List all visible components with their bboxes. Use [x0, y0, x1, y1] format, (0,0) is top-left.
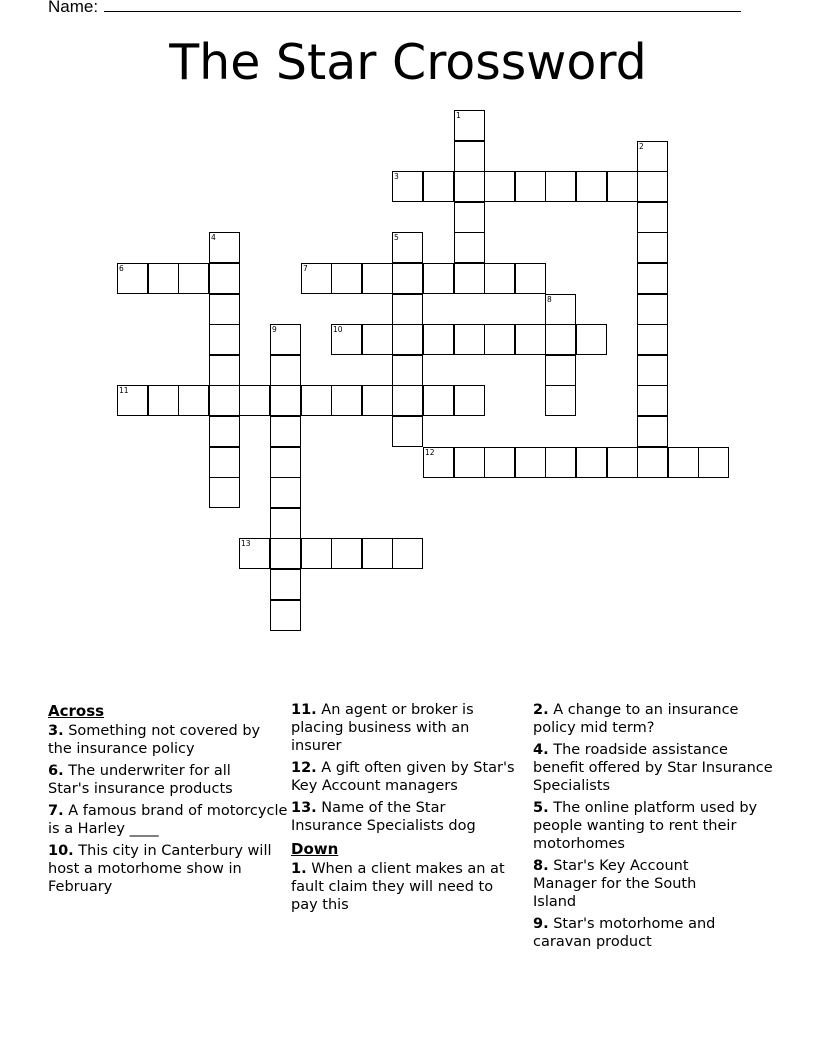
clue-number-label: 8 — [547, 295, 552, 304]
grid-cell[interactable] — [423, 385, 454, 416]
grid-cell[interactable] — [454, 385, 485, 416]
grid-cell[interactable] — [454, 263, 485, 294]
clue-down-5: 5. The online platform used by people wanting to rent their motorhomes — [533, 800, 758, 852]
grid-cell[interactable] — [545, 385, 576, 416]
grid-cell[interactable] — [270, 538, 301, 569]
grid-cell[interactable] — [209, 355, 240, 386]
grid-cell[interactable] — [362, 324, 393, 355]
grid-cell[interactable] — [178, 263, 209, 294]
grid-cell[interactable] — [637, 447, 668, 478]
grid-cell[interactable] — [117, 385, 148, 416]
grid-cell[interactable] — [545, 324, 576, 355]
grid-cell[interactable] — [362, 263, 393, 294]
grid-cell[interactable] — [576, 324, 607, 355]
grid-cell[interactable] — [301, 538, 332, 569]
grid-cell[interactable] — [362, 385, 393, 416]
grid-cell[interactable] — [637, 171, 668, 202]
grid-cell[interactable] — [668, 447, 699, 478]
grid-cell[interactable] — [209, 477, 240, 508]
grid-cell[interactable] — [301, 385, 332, 416]
grid-cell[interactable] — [454, 110, 485, 141]
grid-cell[interactable] — [454, 141, 485, 172]
grid-cell[interactable] — [209, 447, 240, 478]
grid-cell[interactable] — [454, 202, 485, 233]
clue-across-7: 7. A famous brand of motorcycle is a Harley ____ — [48, 803, 288, 837]
clue-down-1: 1. When a client makes an at fault claim they will need to pay this — [291, 861, 505, 913]
grid-cell[interactable] — [423, 263, 454, 294]
clue-number-label: 2 — [639, 142, 644, 151]
grid-cell[interactable] — [392, 232, 423, 263]
grid-cell[interactable] — [270, 508, 301, 539]
grid-cell[interactable] — [239, 538, 270, 569]
page-title: The Star Crossword — [169, 34, 647, 91]
grid-cell[interactable] — [270, 416, 301, 447]
grid-cell[interactable] — [423, 171, 454, 202]
clue-down-8: 8. Star's Key Account Manager for the South Island — [533, 858, 697, 910]
grid-cell[interactable] — [545, 355, 576, 386]
grid-cell[interactable] — [392, 324, 423, 355]
grid-cell[interactable] — [637, 294, 668, 325]
grid-cell[interactable] — [423, 324, 454, 355]
grid-cell[interactable] — [117, 263, 148, 294]
grid-cell[interactable] — [270, 569, 301, 600]
clue-number-label: 4 — [211, 233, 216, 242]
grid-cell[interactable] — [331, 263, 362, 294]
grid-cell[interactable] — [637, 416, 668, 447]
grid-cell[interactable] — [148, 385, 179, 416]
grid-cell[interactable] — [637, 232, 668, 263]
clue-number-label: 7 — [303, 264, 308, 273]
grid-cell[interactable] — [362, 538, 393, 569]
grid-cell[interactable] — [392, 294, 423, 325]
grid-cell[interactable] — [148, 263, 179, 294]
clue-number-label: 13 — [241, 539, 251, 548]
grid-cell[interactable] — [607, 447, 638, 478]
grid-cell[interactable] — [545, 447, 576, 478]
grid-cell[interactable] — [209, 324, 240, 355]
grid-cell[interactable] — [545, 294, 576, 325]
clue-number-label: 11 — [119, 386, 129, 395]
clue-across-3: 3. Something not covered by the insurance policy — [48, 723, 261, 757]
clue-number-label: 9 — [272, 325, 277, 334]
grid-cell[interactable] — [576, 171, 607, 202]
grid-cell[interactable] — [331, 538, 362, 569]
across-heading: Across — [48, 702, 105, 720]
grid-cell[interactable] — [637, 324, 668, 355]
clue-number-label: 5 — [394, 233, 399, 242]
grid-cell[interactable] — [270, 355, 301, 386]
grid-cell[interactable] — [423, 447, 454, 478]
clue-number-label: 6 — [119, 264, 124, 273]
down-heading: Down — [291, 840, 339, 858]
grid-cell[interactable] — [637, 202, 668, 233]
grid-cell[interactable] — [178, 385, 209, 416]
clue-across-12: 12. A gift often given by Star's Key Account managers — [291, 760, 515, 794]
grid-cell[interactable] — [331, 324, 362, 355]
grid-cell[interactable] — [484, 324, 515, 355]
grid-cell[interactable] — [637, 263, 668, 294]
grid-cell[interactable] — [392, 355, 423, 386]
name-label: Name: — [48, 0, 99, 16]
grid-cell[interactable] — [209, 416, 240, 447]
clue-down-4: 4. The roadside assistance benefit offered by Star Insurance Specialists — [533, 742, 773, 794]
clue-across-11: 11. An agent or broker is placing business with an insurer — [291, 702, 474, 754]
clue-column-1 — [48, 701, 288, 900]
clue-across-6: 6. The underwriter for all Star's insurance products — [48, 763, 233, 797]
clue-across-13: 13. Name of the Star Insurance Specialists dog — [291, 800, 476, 834]
grid-cell[interactable] — [637, 355, 668, 386]
grid-cell[interactable] — [301, 263, 332, 294]
clue-across-10: 10. This city in Canterbury will host a motorhome show in February — [48, 843, 272, 895]
clue-number-label: 3 — [394, 172, 399, 181]
clue-number-label: 12 — [425, 448, 435, 457]
grid-cell[interactable] — [484, 447, 515, 478]
grid-cell[interactable] — [454, 447, 485, 478]
grid-cell[interactable] — [392, 263, 423, 294]
grid-cell[interactable] — [515, 263, 546, 294]
clue-column-3 — [533, 701, 773, 955]
grid-cell[interactable] — [698, 447, 729, 478]
grid-cell[interactable] — [392, 385, 423, 416]
clue-down-9: 9. Star's motorhome and caravan product — [533, 916, 716, 950]
grid-cell[interactable] — [209, 232, 240, 263]
grid-cell[interactable] — [515, 447, 546, 478]
grid-cell[interactable] — [545, 171, 576, 202]
grid-cell[interactable] — [270, 447, 301, 478]
grid-cell[interactable] — [392, 171, 423, 202]
grid-cell[interactable] — [209, 294, 240, 325]
grid-cell[interactable] — [515, 171, 546, 202]
clue-number-label: 10 — [333, 325, 343, 334]
grid-cell[interactable] — [392, 538, 423, 569]
grid-cell[interactable] — [637, 141, 668, 172]
grid-cell[interactable] — [484, 171, 515, 202]
grid-cell[interactable] — [331, 385, 362, 416]
grid-cell[interactable] — [484, 263, 515, 294]
grid-cell[interactable] — [270, 324, 301, 355]
grid-cell[interactable] — [270, 477, 301, 508]
clue-down-2: 2. A change to an insurance policy mid term? — [533, 702, 739, 736]
grid-cell[interactable] — [454, 232, 485, 263]
grid-cell[interactable] — [637, 385, 668, 416]
grid-cell[interactable] — [515, 324, 546, 355]
grid-cell[interactable] — [392, 416, 423, 447]
clue-number-label: 1 — [456, 111, 461, 120]
grid-cell[interactable] — [576, 447, 607, 478]
grid-cell[interactable] — [454, 324, 485, 355]
grid-cell[interactable] — [270, 600, 301, 631]
grid-cell[interactable] — [454, 171, 485, 202]
grid-cell[interactable] — [239, 385, 270, 416]
grid-cell[interactable] — [607, 171, 638, 202]
clue-column-2 — [291, 701, 531, 918]
grid-cell[interactable] — [270, 385, 301, 416]
grid-cell[interactable] — [209, 263, 240, 294]
grid-cell[interactable] — [209, 385, 240, 416]
